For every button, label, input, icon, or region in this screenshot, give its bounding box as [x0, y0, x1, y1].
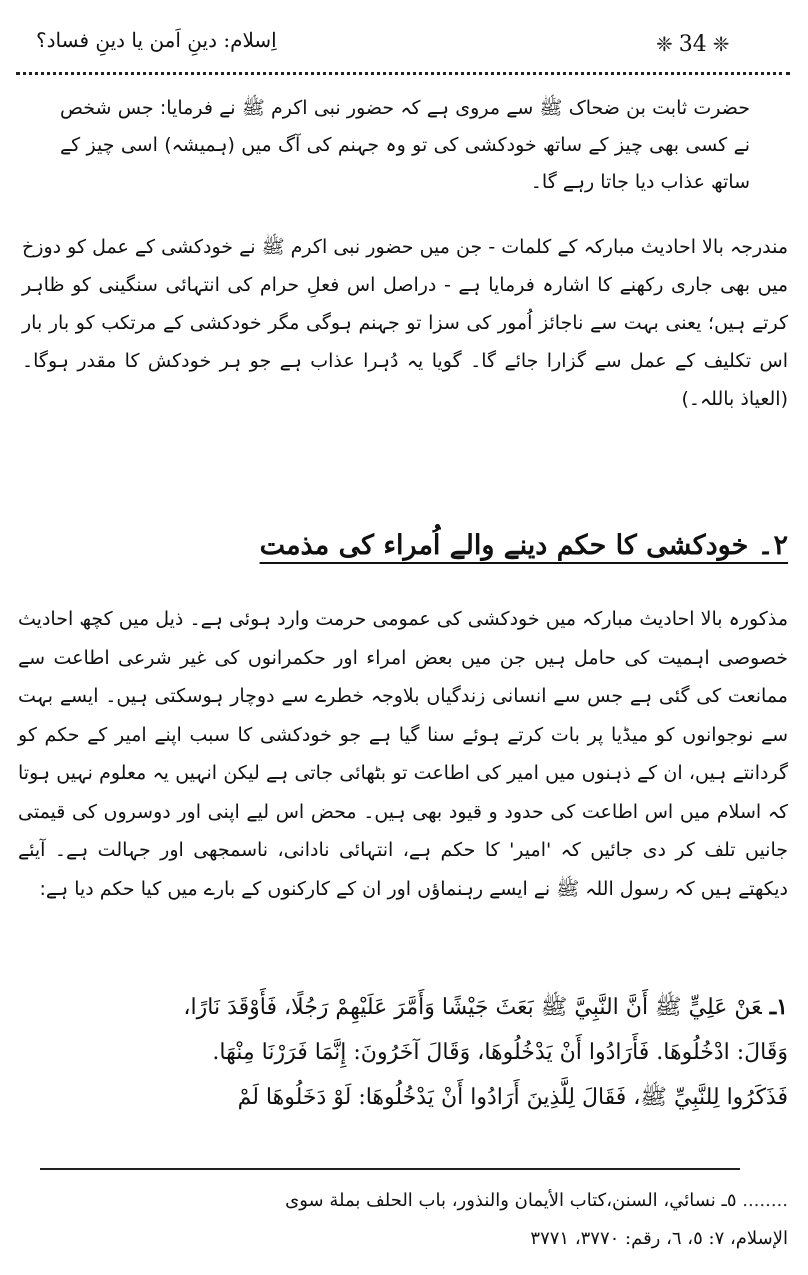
- page-number-group: [656, 32, 730, 57]
- header-divider: [16, 72, 790, 75]
- floral-ornament-icon: ❈: [712, 32, 730, 56]
- hadith-arabic-text: [22, 985, 788, 1120]
- page-number: 34: [678, 31, 707, 57]
- hadith-line-1: [22, 985, 788, 1030]
- hadith-number: ١ـ: [769, 994, 788, 1020]
- running-title: اِسلام: دینِ اَمن یا دینِ فساد؟: [36, 28, 277, 52]
- section-heading: ۲۔ خودکشی کا حکم دینے والے اُمراء کی مذمت: [259, 530, 788, 561]
- page-header: [16, 22, 792, 66]
- footnote-line-2: الإسلام، ٧: ٥، ٦، رقم: ٣٧٧٠، ٣٧٧١: [530, 1228, 788, 1249]
- hadith-line-2: وَقَالَ: ادْخُلُوهَا. فَأَرَادُوا أَنْ يَدْخُلُوهَا، وَقَالَ آخَرُونَ: إِنَّمَا فَرَرْنَا مِنْهَا.: [212, 1040, 788, 1065]
- body-paragraph-1: مندرجہ بالا احادیث مبارکہ کے کلمات - جن میں حضور نبی اکرم ﷺ نے خودکشی کے عمل کو دوزخ میں بھی جاری رکھنے کا اشارہ فرمایا ہے - دراصل اس فعلِ حرام کی انتہائی سنگینی کو ظاہر کرتے ہیں؛ یعنی بہت سے ناجائز اُمور کی سزا تو جہنم ہوگی مگر خودکشی کے مرتکب کو بار بار اس تکلیف کے عمل سے گزارا جائے گا۔ گویا یہ دُہرا عذاب ہے جو ہر خودکش کا مقدر ہوگا۔ (العیاذ باللہ۔): [22, 236, 788, 410]
- floral-ornament-icon: ❈: [656, 32, 673, 56]
- body-paragraph-2: مذکورہ بالا احادیث مبارکہ میں خودکشی کی عمومی حرمت وارد ہوئی ہے۔ ذیل میں کچھ احادیث خصوصی اہمیت کی حامل ہیں جن میں بعض امراء اور حکمرانوں کی غیر شرعی اطاعت سے ممانعت کی گئی ہے جس سے انسانی زندگیاں بلاوجہ خطرے سے دوچار ہوسکتی ہیں۔ ایسے بہت سے نوجوانوں کو میڈیا پر بات کرتے ہوئے سنا گیا ہے جو خودکشی کا سبب اپنے امیر کے حکم کو گردانتے ہیں، ان کے ذہنوں میں امیر کی اطاعت تو بٹھائی جاتی ہے لیکن انہیں یہ معلوم نہیں ہوتا کہ اسلام میں اس اطاعت کی حدود و قیود بھی ہیں۔ محض اس لیے اپنی اور دوسروں کی قیمتی جانیں تلف کر دی جائیں کہ 'امیر' کا حکم ہے، انتہائی نادانی، ناسمجھی اور جہالت ہے۔ آیئے دیکھتے ہیں کہ رسول اللہ ﷺ نے ایسے رہنماؤں اور ان کے کارکنوں کے بارے میں کیا حکم دیا ہے:: [18, 608, 788, 900]
- footnote-citation: نسائي، السنن،كتاب الأيمان والنذور، باب الحلف بملة سوى: [285, 1190, 716, 1211]
- footnote-divider: [40, 1168, 740, 1170]
- footnote-marker: ٥ـ: [721, 1190, 737, 1211]
- hadith-line-3: فَذَكَرُوا لِلنَّبِيِّ ﷺ، فَقَالَ لِلَّذِينَ أَرَادُوا أَنْ يَدْخُلُوهَا: لَوْ دَخَلُوهَا لَمْ: [237, 1085, 788, 1110]
- hadith-line-1-text: عَنْ عَلِيٍّ ﷺ أَنَّ النَّبِيَّ ﷺ بَعَثَ جَيْشًا وَأَمَّرَ عَلَيْهِمْ رَجُلًا، فَأَوْقَدَ نَارًا،: [183, 995, 762, 1020]
- quoted-paragraph: حضرت ثابت بن ضحاک ﷺ سے مروی ہے کہ حضور نبی اکرم ﷺ نے فرمایا: جس شخص نے کسی بھی چیز کے ساتھ خودکشی کی تو وہ جہنم کی آگ میں (ہمیشہ) اسی چیز کے ساتھ عذاب دیا جاتا رہے گا۔: [60, 97, 750, 193]
- footnote-line-1: [22, 1182, 788, 1220]
- footnote-dots: ........: [742, 1190, 788, 1211]
- footnote: [22, 1182, 788, 1258]
